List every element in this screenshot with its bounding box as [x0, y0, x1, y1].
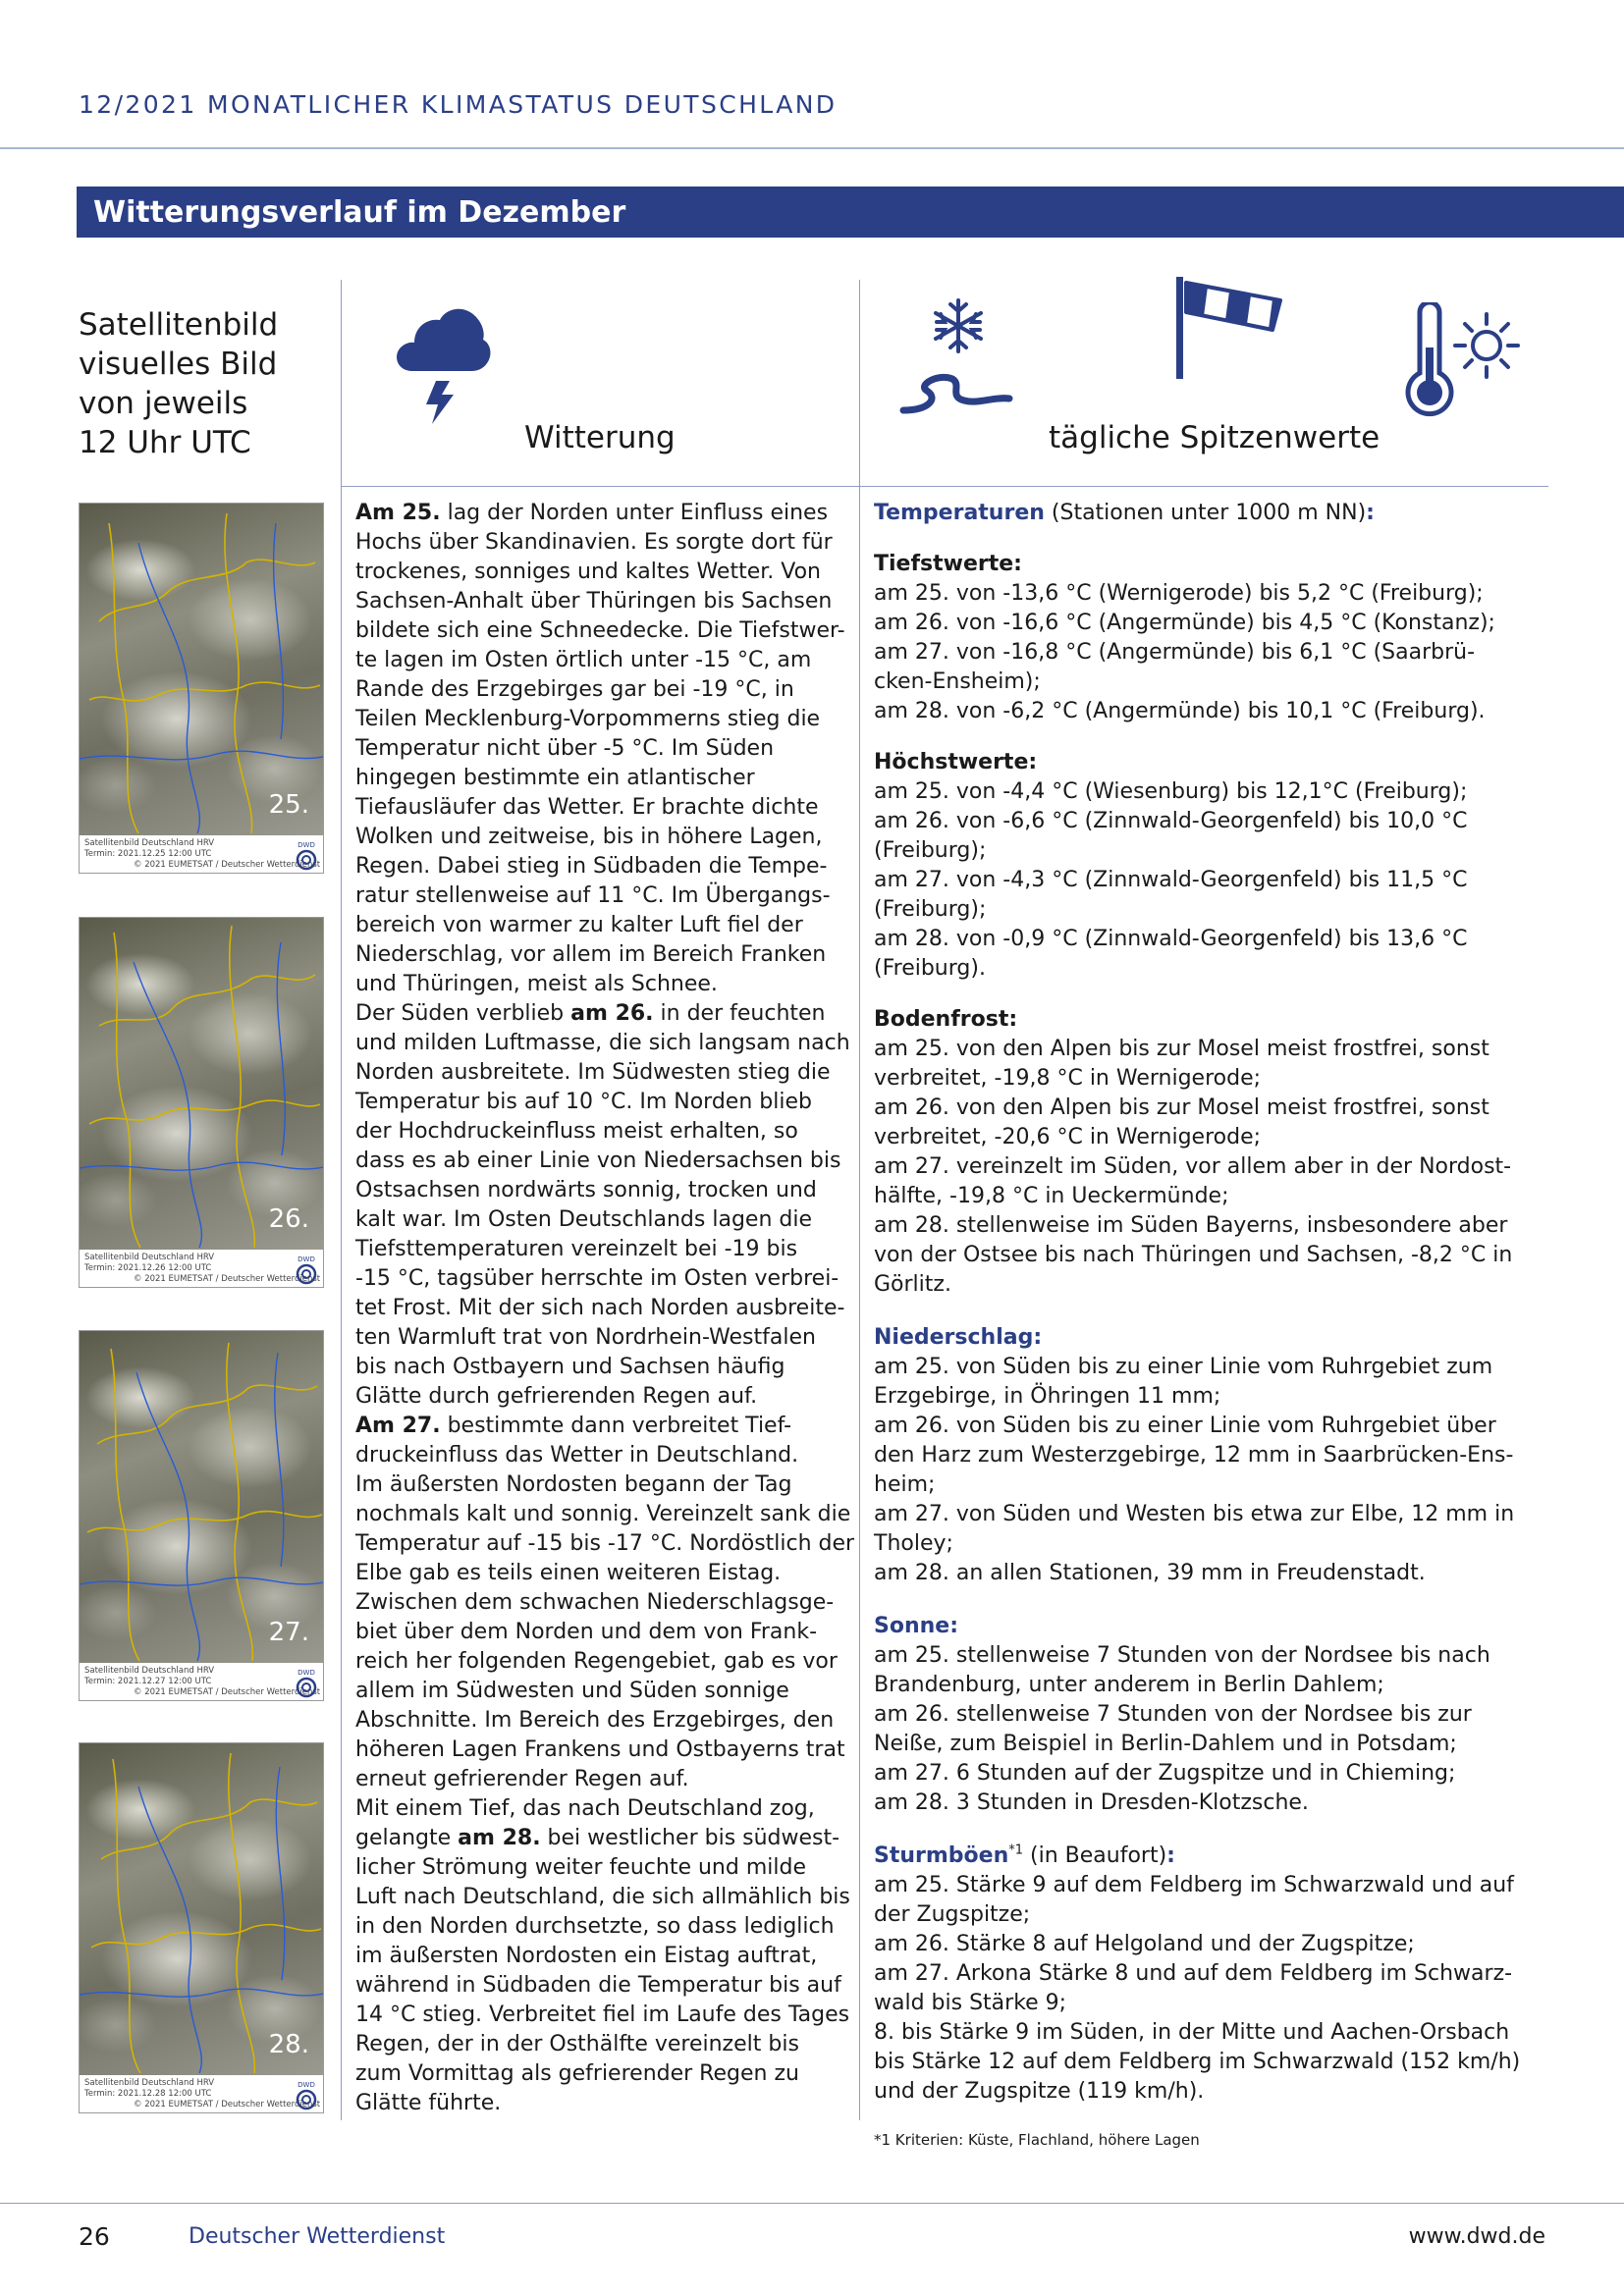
text-line: am 26. von -6,6 °C (Zinnwald-Georgenfeld) bis 10,0 °C: [874, 809, 1468, 833]
narrative-line: im äußersten Nordosten ein Eistag auftrat,: [355, 1944, 818, 1968]
sunshine-section: [874, 1612, 1591, 1818]
narrative-line: Regen. Dabei stieg in Südbaden die Tempe-: [355, 854, 828, 879]
publisher-name: Deutscher Wetterdienst: [189, 2224, 446, 2249]
narrative-line: te lagen im Osten örtlich unter -15 °C, am: [355, 648, 812, 672]
satellite-photo: [80, 1743, 323, 2075]
dwd-logo: [294, 839, 319, 871]
narrative-line: Im äußersten Nordosten begann der Tag: [355, 1472, 792, 1497]
narrative-line: Temperatur nicht über -5 °C. Im Süden: [355, 736, 775, 761]
temperature-section: [874, 499, 1591, 1300]
svg-text:DWD: DWD: [298, 841, 315, 849]
text-line: am 25. von Süden bis zu einer Linie vom Ruhrgebiet zum: [874, 1355, 1493, 1379]
satellite-credit: Satellitenbild Deutschland HRV Termin: 2021.12.27 12:00 UTC © 2021 EUMETSAT / Deutscher Wetterdienst: [84, 1666, 321, 1697]
text-line: am 28. an allen Stationen, 39 mm in Freudenstadt.: [874, 1561, 1426, 1585]
text-line: Tholey;: [874, 1531, 953, 1556]
narrative-line: Glätte führte.: [355, 2091, 502, 2115]
narrative-line: Ostsachsen nordwärts sonnig, trocken und: [355, 1178, 817, 1202]
temperature-heading: Temperaturen (Stationen unter 1000 m NN):: [874, 501, 1375, 525]
text-line: am 25. Stärke 9 auf dem Feldberg im Schwarzwald und auf: [874, 1873, 1514, 1897]
narrative-line: ratur stellenweise auf 11 °C. Im Übergangs-: [355, 883, 831, 908]
text-line: am 28. von -6,2 °C (Angermünde) bis 10,1 °C (Freiburg).: [874, 699, 1486, 723]
narrative-line: -15 °C, tagsüber herrschte im Osten verbrei-: [355, 1266, 839, 1291]
min-values-lines: [874, 579, 1591, 726]
satellite-credit: Satellitenbild Deutschland HRV Termin: 2021.12.26 12:00 UTC © 2021 EUMETSAT / Deutscher Wetterdienst: [84, 1253, 321, 1284]
text-line: am 26. von den Alpen bis zur Mosel meist frostfrei, sonst: [874, 1095, 1489, 1120]
text-line: Erzgebirge, in Öhringen 11 mm;: [874, 1384, 1221, 1409]
max-values-heading: Höchstwerte:: [874, 750, 1038, 774]
gusts-heading: Sturmböen$^{*1}$ (in Beaufort):: [874, 1842, 1175, 1868]
narrative-line: Glätte durch gefrierenden Regen auf.: [355, 1384, 758, 1409]
text-line: bis Stärke 12 auf dem Feldberg im Schwarzwald (152 km/h): [874, 2050, 1521, 2074]
text-line: (Freiburg).: [874, 956, 986, 981]
map-overlay: [80, 504, 323, 835]
text-line: am 26. von Süden bis zu einer Linie vom Ruhrgebiet über: [874, 1414, 1496, 1438]
ground-frost-heading: Bodenfrost:: [874, 1007, 1018, 1032]
svg-text:DWD: DWD: [298, 1669, 315, 1677]
text-line: am 28. stellenweise im Süden Bayerns, insbesondere aber: [874, 1213, 1508, 1238]
dwd-logo: [294, 1667, 319, 1698]
text-line: verbreitet, -20,6 °C in Wernigerode;: [874, 1125, 1262, 1149]
svg-text:DWD: DWD: [298, 2081, 315, 2089]
narrative-line: Der Süden verblieb am 26. in der feuchten: [355, 1001, 826, 1026]
text-line: am 28. 3 Stunden in Dresden-Klotzsche.: [874, 1790, 1309, 1815]
max-values-lines: [874, 777, 1591, 984]
narrative-line: Mit einem Tief, das nach Deutschland zog,: [355, 1796, 815, 1821]
narrative-line: und Thüringen, meist als Schnee.: [355, 972, 718, 996]
narrative-line: bereich von warmer zu kalter Luft fiel der: [355, 913, 803, 937]
page-number: 26: [79, 2222, 110, 2251]
thunderstorm-cloud-icon: [391, 291, 493, 424]
satellite-day-label: 25.: [268, 790, 309, 820]
text-line: am 26. Stärke 8 auf Helgoland und der Zugspitze;: [874, 1932, 1415, 1956]
thermometer-sun-icon: [1398, 302, 1520, 420]
satellite-image-25: [79, 503, 324, 874]
text-line: wald bis Stärke 9;: [874, 1991, 1067, 2015]
text-line: Neiße, zum Beispiel in Berlin-Dahlem und in Potsdam;: [874, 1732, 1457, 1756]
narrative-line: Regen, der in der Osthälfte vereinzelt bis: [355, 2032, 799, 2056]
satellite-credit: Satellitenbild Deutschland HRV Termin: 2021.12.25 12:00 UTC © 2021 EUMETSAT / Deutscher Wetterdienst: [84, 838, 321, 870]
text-line: der Zugspitze;: [874, 1902, 1031, 1927]
header-rule: [0, 147, 1624, 149]
precipitation-heading: Niederschlag:: [874, 1325, 1043, 1350]
text-line: (Freiburg);: [874, 838, 987, 863]
satellite-credit: Satellitenbild Deutschland HRV Termin: 2021.12.28 12:00 UTC © 2021 EUMETSAT / Deutscher Wetterdienst: [84, 2078, 321, 2109]
weather-column-heading: Witterung: [524, 420, 676, 455]
satellite-day-label: 28.: [268, 2030, 309, 2059]
narrative-line: trockenes, sonniges und kaltes Wetter. Von: [355, 560, 821, 584]
narrative-line: zum Vormittag als gefrierender Regen zu: [355, 2061, 799, 2086]
narrative-line: Zwischen dem schwachen Niederschlagsge-: [355, 1590, 835, 1615]
narrative-line: nochmals kalt und sonnig. Vereinzelt sank die: [355, 1502, 851, 1526]
narrative-line: dass es ab einer Linie von Niedersachsen bis: [355, 1148, 841, 1173]
text-line: hälfte, -19,8 °C in Ueckermünde;: [874, 1184, 1229, 1208]
narrative-line: hingegen bestimmte ein atlantischer: [355, 766, 755, 790]
narrative-line: Tiefausläufer das Wetter. Er brachte dichte: [355, 795, 819, 820]
satellite-day-label: 26.: [268, 1204, 309, 1234]
footer-rule: [0, 2203, 1624, 2204]
satellite-image-28: [79, 1742, 324, 2113]
text-line: am 25. von -13,6 °C (Wernigerode) bis 5,2 °C (Freiburg);: [874, 581, 1484, 606]
header-row-rule: [341, 486, 1548, 487]
dwd-logo: [294, 2079, 319, 2110]
text-line: am 27. 6 Stunden auf der Zugspitze und in Chieming;: [874, 1761, 1456, 1786]
text-line: und der Zugspitze (119 km/h).: [874, 2079, 1205, 2104]
windsock-icon: [1174, 275, 1284, 381]
narrative-line: Hochs über Skandinavien. Es sorgte dort für: [355, 530, 833, 555]
ground-frost-lines: [874, 1035, 1591, 1300]
text-line: Brandenburg, unter anderem in Berlin Dahlem;: [874, 1673, 1384, 1697]
satellite-day-label: 27.: [268, 1618, 309, 1647]
gusts-lines: [874, 1871, 1591, 2107]
narrative-line: höheren Lagen Frankens und Ostbayerns trat: [355, 1737, 845, 1762]
peaks-column-heading: tägliche Spitzenwerte: [1049, 420, 1380, 455]
narrative-line: Abschnitte. Im Bereich des Erzgebirges, den: [355, 1708, 835, 1733]
text-line: am 27. vereinzelt im Süden, vor allem aber in der Nordost-: [874, 1154, 1512, 1179]
narrative-line: und milden Luftmasse, die sich langsam nach: [355, 1031, 850, 1055]
column-divider-2: [859, 280, 860, 2120]
narrative-line: allem im Südwesten und Süden sonnige: [355, 1679, 789, 1703]
narrative-line: biet über dem Norden und dem von Frank-: [355, 1620, 818, 1644]
text-line: am 25. von -4,4 °C (Wiesenburg) bis 12,1°C (Freiburg);: [874, 779, 1468, 804]
precipitation-lines: [874, 1353, 1591, 1588]
narrative-line: erneut gefrierender Regen auf.: [355, 1767, 689, 1791]
text-line: am 26. stellenweise 7 Stunden von der Nordsee bis zur: [874, 1702, 1472, 1727]
text-line: am 25. von den Alpen bis zur Mosel meist frostfrei, sonst: [874, 1037, 1489, 1061]
narrative-line: in den Norden durchsetzte, so dass lediglich: [355, 1914, 835, 1939]
text-line: cken-Ensheim);: [874, 669, 1041, 694]
satellite-image-26: [79, 917, 324, 1288]
narrative-line: Am 25. lag der Norden unter Einfluss eines: [355, 501, 829, 525]
min-values-heading: Tiefstwerte:: [874, 552, 1022, 576]
narrative-line: Am 27. bestimmte dann verbreitet Tief-: [355, 1414, 792, 1438]
narrative-line: tet Frost. Mit der sich nach Norden ausbreite-: [355, 1296, 845, 1320]
narrative-line: Rande des Erzgebirges gar bei -19 °C, in: [355, 677, 794, 702]
narrative-line: gelangte am 28. bei westlicher bis südwest-: [355, 1826, 840, 1850]
text-line: 8. bis Stärke 9 im Süden, in der Mitte und Aachen-Orsbach: [874, 2020, 1510, 2045]
text-line: von der Ostsee bis nach Thüringen und Sachsen, -8,2 °C in: [874, 1243, 1513, 1267]
map-overlay: [80, 918, 323, 1250]
peak-values: [874, 499, 1591, 2107]
sunshine-lines: [874, 1641, 1591, 1818]
text-line: am 26. von -16,6 °C (Angermünde) bis 4,5 °C (Konstanz);: [874, 611, 1495, 635]
narrative-line: bis nach Ostbayern und Sachsen häufig: [355, 1355, 785, 1379]
narrative-line: 14 °C stieg. Verbreitet fiel im Laufe des Tages: [355, 2002, 850, 2027]
satellite-photo: [80, 1331, 323, 1663]
narrative-line: Wolken und zeitweise, bis in höhere Lagen,: [355, 825, 823, 849]
text-line: am 27. von Süden und Westen bis etwa zur Elbe, 12 mm in: [874, 1502, 1515, 1526]
gusts-section: [874, 1842, 1591, 2107]
footnote: *1 Kriterien: Küste, Flachland, höhere Lagen: [874, 2131, 1200, 2149]
website-link[interactable]: www.dwd.de: [1408, 2224, 1545, 2249]
text-line: verbreitet, -19,8 °C in Wernigerode;: [874, 1066, 1262, 1091]
narrative-line: Norden ausbreitete. Im Südwesten stieg die: [355, 1060, 831, 1085]
narrative-line: Temperatur bis auf 10 °C. Im Norden blieb: [355, 1090, 812, 1114]
narrative-line: Teilen Mecklenburg-Vorpommerns stieg die: [355, 707, 821, 731]
snow-slippery-road-icon: [899, 294, 1017, 420]
precipitation-section: [874, 1323, 1591, 1588]
narrative-line: bildete sich eine Schneedecke. Die Tiefstwer-: [355, 618, 845, 643]
text-line: Görlitz.: [874, 1272, 951, 1297]
svg-text:DWD: DWD: [298, 1255, 315, 1263]
satellite-caption: Satellitenbild visuelles Bild von jeweils 12 Uhr UTC: [79, 307, 279, 460]
map-overlay: [80, 1743, 323, 2075]
satellite-photo: [80, 504, 323, 835]
text-line: am 27. Arkona Stärke 8 und auf dem Feldberg im Schwarz-: [874, 1961, 1513, 1986]
section-title-bar: [77, 187, 1624, 238]
text-line: heim;: [874, 1472, 936, 1497]
satellite-image-27: [79, 1330, 324, 1701]
text-line: am 27. von -4,3 °C (Zinnwald-Georgenfeld) bis 11,5 °C: [874, 868, 1468, 892]
text-line: am 28. von -0,9 °C (Zinnwald-Georgenfeld) bis 13,6 °C: [874, 927, 1468, 951]
narrative-line: reich her folgenden Regengebiet, gab es vor: [355, 1649, 838, 1674]
dwd-logo: [294, 1254, 319, 1285]
text-line: (Freiburg);: [874, 897, 987, 922]
narrative-line: Luft nach Deutschland, die sich allmählich bis: [355, 1885, 850, 1909]
narrative-line: kalt war. Im Osten Deutschlands lagen die: [355, 1207, 812, 1232]
narrative-line: licher Strömung weiter feuchte und milde: [355, 1855, 806, 1880]
running-title: 12/2021 MONATLICHER KLIMASTATUS DEUTSCHLAND: [79, 90, 838, 119]
narrative-line: Niederschlag, vor allem im Bereich Franken: [355, 942, 827, 967]
satellite-photo: [80, 918, 323, 1250]
narrative-line: Sachsen-Anhalt über Thüringen bis Sachsen: [355, 589, 833, 614]
narrative-line: Tiefsttemperaturen vereinzelt bei -19 bis: [355, 1237, 798, 1261]
sunshine-heading: Sonne:: [874, 1614, 959, 1638]
text-line: den Harz zum Westerzgebirge, 12 mm in Saarbrücken-Ens-: [874, 1443, 1514, 1468]
text-line: am 27. von -16,8 °C (Angermünde) bis 6,1 °C (Saarbrü-: [874, 640, 1476, 665]
map-overlay: [80, 1331, 323, 1663]
narrative-line: druckeinfluss das Wetter in Deutschland.: [355, 1443, 799, 1468]
narrative-line: während in Südbaden die Temperatur bis auf: [355, 1973, 841, 1998]
column-divider-1: [341, 280, 342, 2120]
narrative-line: der Hochdruckeinfluss meist erhalten, so: [355, 1119, 798, 1144]
narrative-line: Temperatur auf -15 bis -17 °C. Nordöstlich der: [355, 1531, 855, 1556]
narrative-line: ten Warmluft trat von Nordrhein-Westfalen: [355, 1325, 816, 1350]
narrative-line: Elbe gab es teils einen weiteren Eistag.: [355, 1561, 782, 1585]
weather-narrative: [355, 499, 855, 2118]
text-line: am 25. stellenweise 7 Stunden von der Nordsee bis nach: [874, 1643, 1490, 1668]
section-title: Witterungsverlauf im Dezember: [93, 195, 626, 230]
